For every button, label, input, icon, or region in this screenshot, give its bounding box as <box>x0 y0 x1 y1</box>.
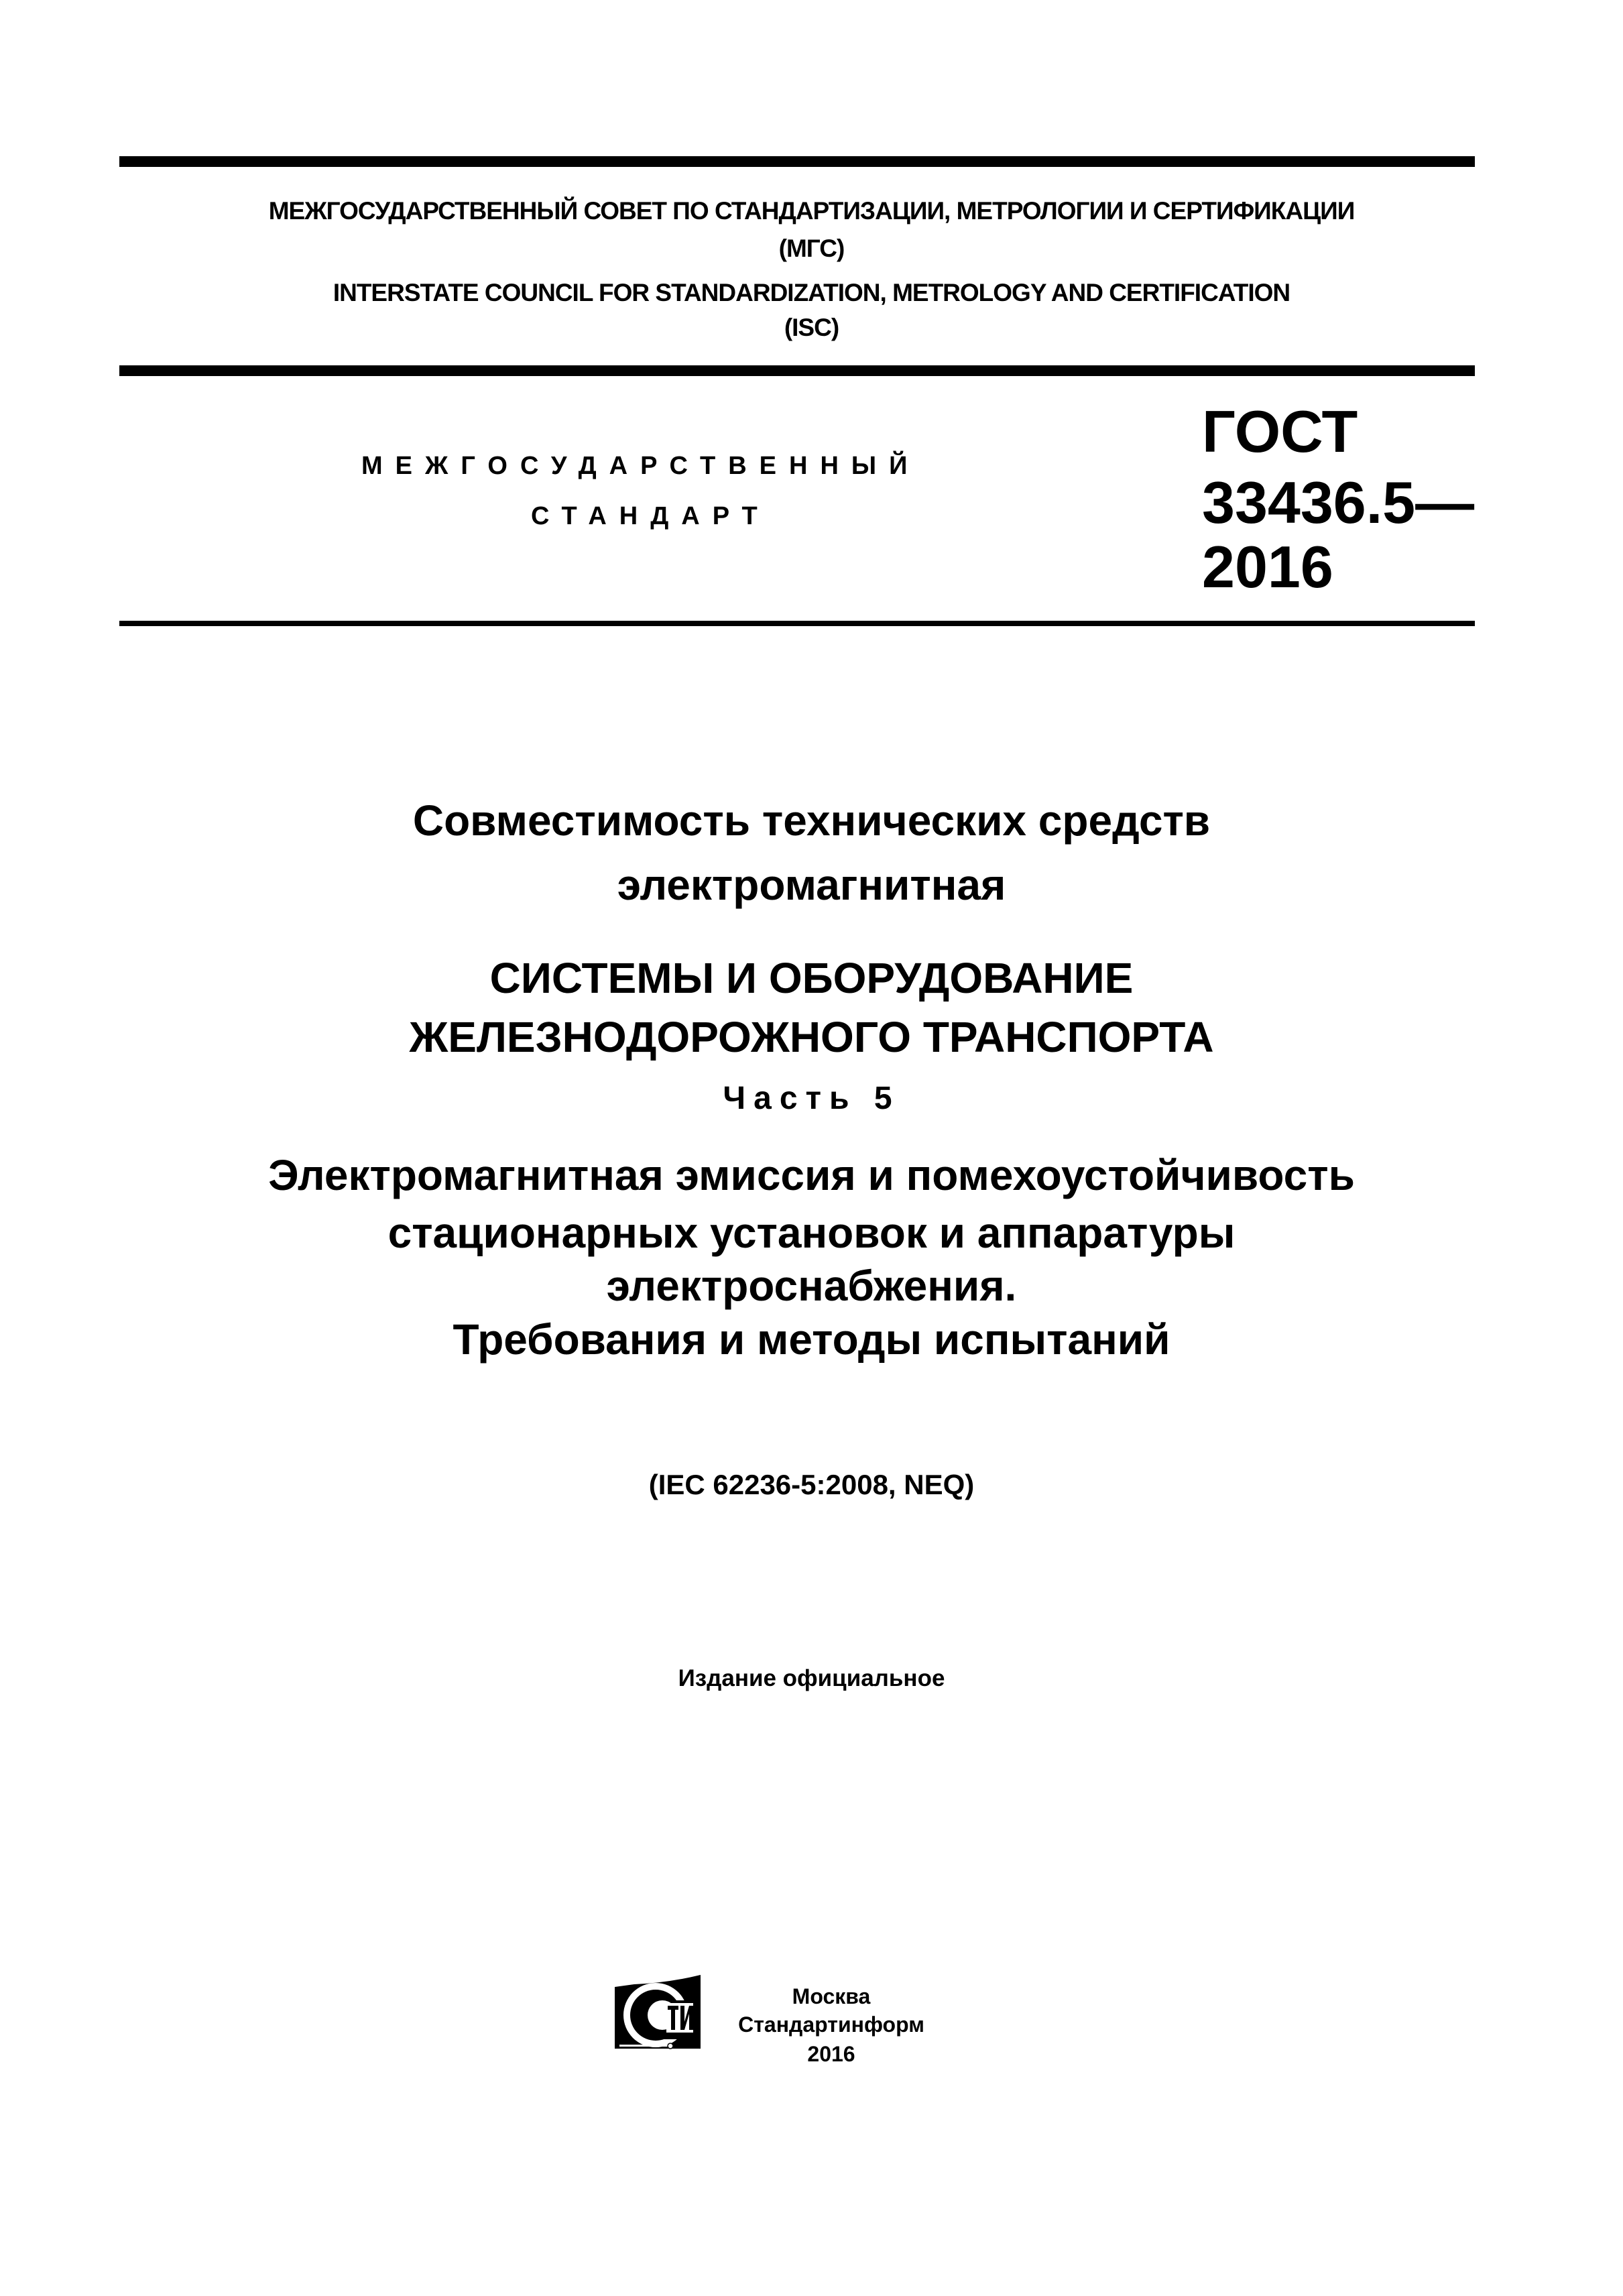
top-rule <box>119 156 1475 167</box>
title-sub2: стационарных установок и аппаратуры <box>387 1209 1236 1257</box>
council-name-en: INTERSTATE COUNCIL FOR STANDARDIZATION, METROLOGY AND CERTIFICATION <box>333 279 1290 306</box>
title-main2: ЖЕЛЕЗНОДОРОЖНОГО ТРАНСПОРТА <box>409 1013 1214 1061</box>
international-reference: (IEC 62236-5:2008, NEQ) <box>648 1469 975 1500</box>
title-line1: Совместимость технических средств <box>412 796 1211 845</box>
standard-type-line2: СТАНДАРТ <box>531 502 770 530</box>
designation-rule <box>119 621 1475 626</box>
title-sub1: Электромагнитная эмиссия и помехоустойчивость <box>268 1151 1355 1199</box>
gost-prefix: ГОСТ <box>1202 398 1358 465</box>
title-line2: электромагнитная <box>617 861 1006 909</box>
header-rule <box>119 365 1475 376</box>
standartinform-logo-icon <box>614 1975 705 2055</box>
council-name-ru: МЕЖГОСУДАРСТВЕННЫЙ СОВЕТ ПО СТАНДАРТИЗАЦИИ, МЕТРОЛОГИИ И СЕРТИФИКАЦИИ <box>268 197 1355 225</box>
edition-label: Издание официальное <box>678 1665 945 1691</box>
title-sub3: электроснабжения. <box>606 1262 1017 1310</box>
publisher-year: 2016 <box>807 2042 855 2066</box>
council-abbr-en: (ISC) <box>784 314 839 341</box>
gost-number: 33436.5— <box>1202 469 1475 536</box>
council-abbr-ru: (МГС) <box>778 235 845 262</box>
publisher-city: Москва <box>792 1984 871 2008</box>
standard-type-line1: МЕЖГОСУДАРСТВЕННЫЙ <box>361 452 920 480</box>
title-part: Часть 5 <box>723 1081 900 1116</box>
gost-year: 2016 <box>1202 534 1333 600</box>
publisher-name: Стандартинформ <box>738 2012 924 2037</box>
title-main1: СИСТЕМЫ И ОБОРУДОВАНИЕ <box>489 954 1134 1002</box>
title-sub4: Требования и методы испытаний <box>453 1315 1170 1364</box>
